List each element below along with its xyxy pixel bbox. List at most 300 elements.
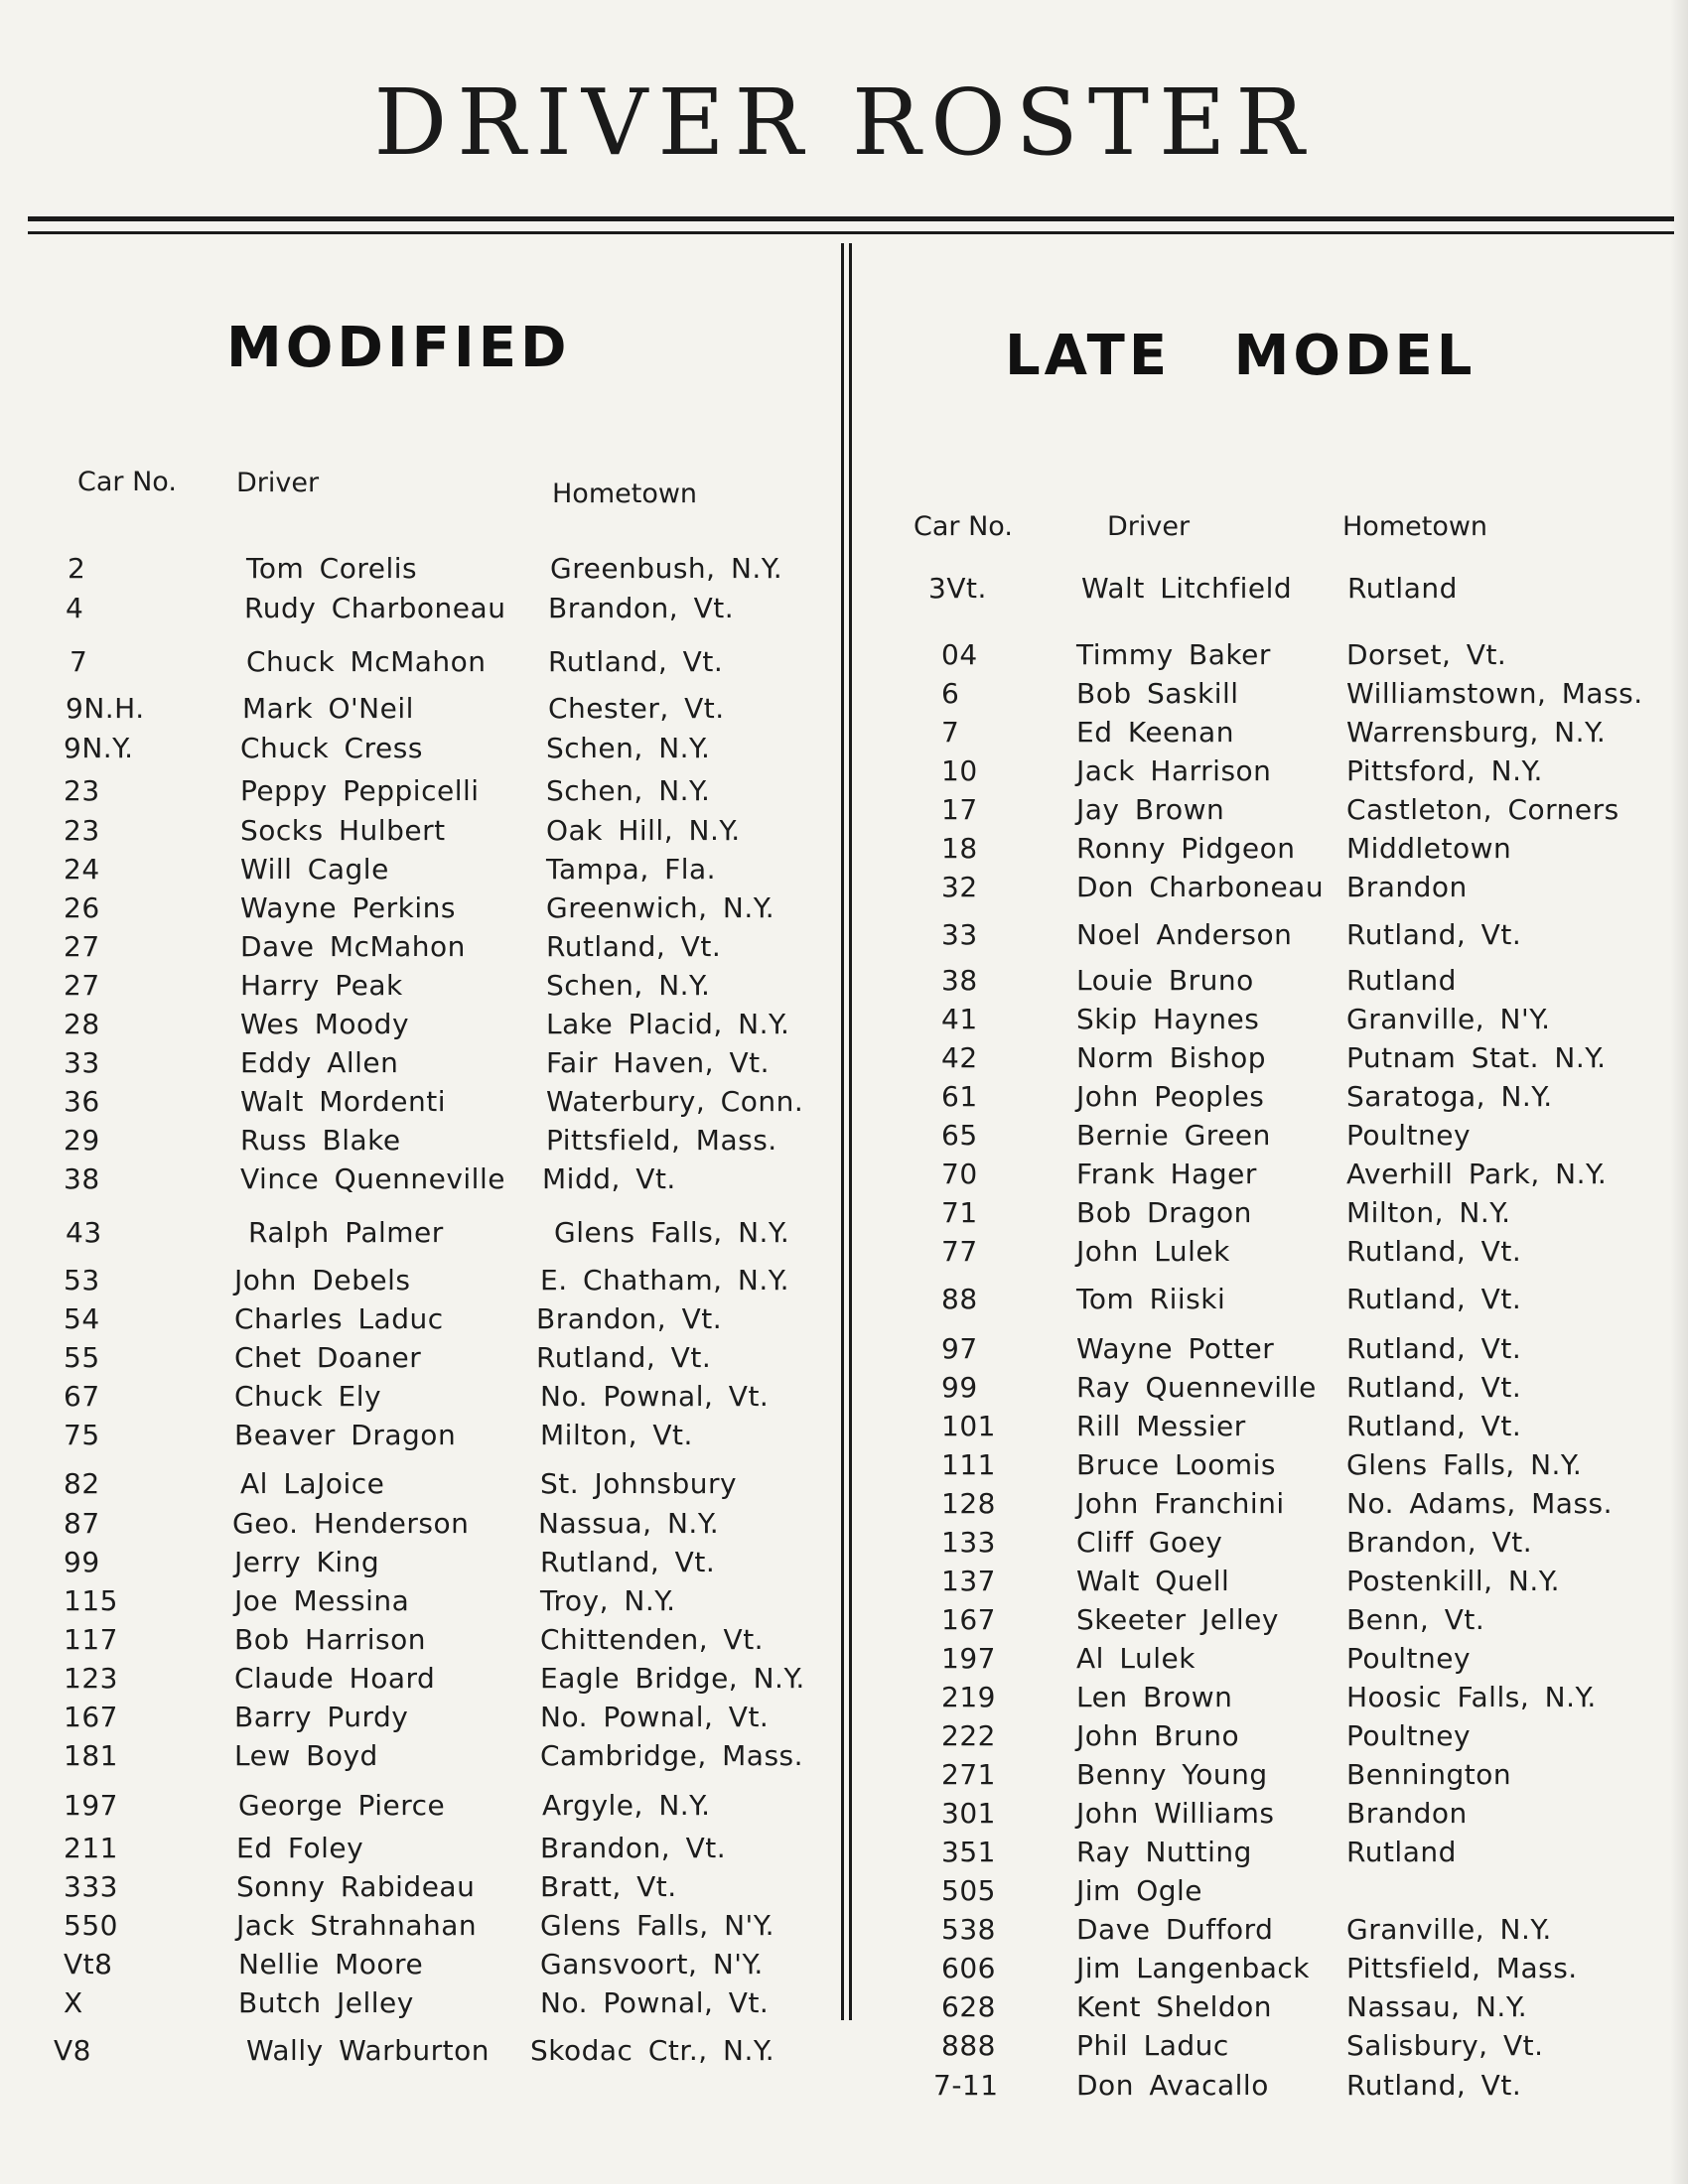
late-model-hometown: Rutland	[1346, 1836, 1457, 1868]
late-model-hometown: No. Adams, Mass.	[1346, 1487, 1614, 1520]
modified-driver-name: Peppy Peppicelli	[240, 774, 480, 807]
late-model-car-number: 301	[941, 1797, 996, 1830]
title-rule-thick	[28, 216, 1674, 221]
modified-driver-name: Rudy Charboneau	[244, 592, 506, 624]
late-model-row	[941, 1487, 1636, 1523]
modified-driver-name: Walt Mordenti	[240, 1085, 447, 1118]
modified-hometown: No. Pownal, Vt.	[540, 1986, 770, 2019]
late-model-row	[941, 871, 1636, 906]
late-model-row	[941, 1410, 1636, 1445]
late-model-hometown: Poultney	[1346, 1642, 1472, 1675]
late-model-driver-name: Benny Young	[1076, 1758, 1268, 1791]
late-model-hometown: Dorset, Vt.	[1346, 638, 1507, 671]
late-model-car-number: 71	[941, 1196, 978, 1229]
late-model-driver-name: Louie Bruno	[1076, 964, 1254, 997]
late-model-hometown: Saratoga, N.Y.	[1346, 1080, 1553, 1113]
modified-driver-name: Vince Quenneville	[240, 1162, 505, 1195]
modified-driver-name: Bob Harrison	[234, 1623, 427, 1656]
modified-car-number: 75	[64, 1419, 100, 1451]
late-model-driver-name: Ronny Pidgeon	[1076, 832, 1296, 865]
modified-hometown: Gansvoort, N'Y.	[540, 1948, 764, 1980]
modified-driver-name: Wes Moody	[240, 1008, 410, 1040]
late-model-car-number: 133	[941, 1526, 996, 1559]
modified-car-number: 82	[64, 1467, 100, 1500]
late-model-hometown: Averhill Park, N.Y.	[1346, 1158, 1608, 1190]
late-model-driver-name: Jim Langenback	[1076, 1952, 1311, 1984]
late-model-hometown: Granville, N.Y.	[1346, 1913, 1552, 1946]
late-model-row	[941, 1990, 1636, 2026]
late-model-hometown: Milton, N.Y.	[1346, 1196, 1511, 1229]
modified-driver-name: Russ Blake	[240, 1124, 401, 1157]
modified-hometown: Chester, Vt.	[548, 692, 725, 725]
late-model-hometown: Brandon	[1346, 1797, 1468, 1830]
late-model-driver-name: Al Lulek	[1076, 1642, 1196, 1675]
modified-car-number: 27	[64, 930, 100, 963]
modified-row	[64, 1124, 777, 1160]
modified-driver-name: Lew Boyd	[234, 1739, 378, 1772]
late-model-car-number: 99	[941, 1371, 978, 1404]
modified-car-number: 9N.Y.	[64, 732, 134, 764]
late-model-row	[941, 1332, 1636, 1368]
late-model-row	[941, 1235, 1636, 1271]
column-divider-right	[849, 243, 852, 2020]
late-model-driver-name: Bob Dragon	[1076, 1196, 1252, 1229]
late-model-header-car: Car No.	[914, 511, 1013, 542]
late-model-row	[941, 1158, 1636, 1193]
late-model-row	[941, 754, 1636, 790]
late-model-hometown: Brandon, Vt.	[1346, 1526, 1533, 1559]
modified-car-number: 115	[64, 1584, 118, 1617]
late-model-driver-name: John Bruno	[1076, 1719, 1240, 1752]
modified-hometown: Cambridge, Mass.	[540, 1739, 804, 1772]
late-model-driver-name: Bernie Green	[1076, 1119, 1271, 1152]
modified-hometown: Tampa, Fla.	[546, 853, 717, 886]
late-model-row	[941, 1196, 1636, 1232]
modified-car-number: 33	[64, 1046, 100, 1079]
late-model-car-number: 42	[941, 1041, 978, 1074]
late-model-row	[941, 1371, 1636, 1407]
late-model-driver-name: Walt Quell	[1076, 1565, 1230, 1597]
modified-car-number: 4	[66, 592, 84, 624]
late-model-driver-name: Jay Brown	[1076, 793, 1225, 826]
modified-driver-name: Wally Warburton	[246, 2034, 491, 2067]
late-model-driver-name: Jim Ogle	[1076, 1874, 1203, 1907]
late-model-car-number: 7-11	[933, 2069, 999, 2102]
late-model-hometown: Rutland, Vt.	[1346, 1235, 1522, 1268]
late-model-car-number: 628	[941, 1990, 996, 2023]
late-model-driver-name: Bob Saskill	[1076, 677, 1239, 710]
late-model-hometown: Rutland, Vt.	[1346, 1283, 1522, 1315]
late-model-driver-name: Tom Riiski	[1076, 1283, 1226, 1315]
modified-car-number: 87	[64, 1507, 100, 1540]
modified-row	[64, 891, 775, 927]
late-model-driver-name: Ed Keenan	[1076, 716, 1234, 749]
late-model-row	[941, 1080, 1636, 1116]
modified-driver-name: Harry Peak	[240, 969, 403, 1002]
late-model-car-number: 97	[941, 1332, 978, 1365]
late-model-hometown: Rutland, Vt.	[1346, 1410, 1522, 1442]
late-model-driver-name: Walt Litchfield	[1081, 572, 1293, 605]
modified-hometown: Schen, N.Y.	[546, 774, 711, 807]
modified-hometown: No. Pownal, Vt.	[540, 1380, 770, 1413]
modified-car-number: 43	[66, 1216, 102, 1249]
modified-driver-name: Wayne Perkins	[240, 891, 456, 924]
modified-car-number: 117	[64, 1623, 118, 1656]
late-model-driver-name: Skeeter Jelley	[1076, 1603, 1279, 1636]
modified-car-number: 55	[64, 1341, 100, 1374]
modified-row	[70, 645, 765, 681]
modified-row	[64, 1380, 770, 1416]
late-model-hometown: Bennington	[1346, 1758, 1512, 1791]
modified-row	[64, 1341, 759, 1377]
modified-driver-name: Charles Laduc	[234, 1302, 444, 1335]
late-model-hometown: Rutland, Vt.	[1346, 918, 1522, 951]
late-model-hometown: Rutland, Vt.	[1346, 1371, 1522, 1404]
late-model-hometown: Putnam Stat. N.Y.	[1346, 1041, 1607, 1074]
late-model-driver-name: Don Charboneau	[1076, 871, 1325, 903]
modified-driver-name: Chet Doaner	[234, 1341, 422, 1374]
late-model-row	[928, 572, 1623, 608]
late-model-driver-name: John Peoples	[1076, 1080, 1265, 1113]
late-model-row	[941, 832, 1636, 868]
modified-row	[64, 1264, 790, 1299]
late-model-car-number: 137	[941, 1565, 996, 1597]
modified-hometown: Chittenden, Vt.	[540, 1623, 765, 1656]
modified-driver-name: Eddy Allen	[240, 1046, 399, 1079]
modified-row	[64, 1662, 805, 1698]
late-model-driver-name: Ray Quenneville	[1076, 1371, 1317, 1404]
late-model-driver-name: Skip Haynes	[1076, 1003, 1260, 1035]
modified-car-number: V8	[54, 2034, 91, 2067]
modified-row	[64, 969, 759, 1005]
late-model-row	[941, 1565, 1636, 1600]
late-model-driver-name: Norm Bishop	[1076, 1041, 1266, 1074]
modified-row	[64, 1584, 759, 1620]
modified-row	[64, 1302, 759, 1338]
page-edge-shadow	[1670, 0, 1688, 2184]
modified-hometown: Greenbush, N.Y.	[550, 552, 783, 585]
modified-row	[64, 814, 759, 850]
modified-driver-name: Tom Corelis	[246, 552, 418, 585]
late-model-row	[941, 1642, 1636, 1678]
late-model-car-number: 606	[941, 1952, 996, 1984]
modified-driver-name: Barry Purdy	[234, 1701, 409, 1733]
modified-car-number: 181	[64, 1739, 118, 1772]
modified-hometown: E. Chatham, N.Y.	[540, 1264, 790, 1297]
modified-driver-name: John Debels	[234, 1264, 411, 1297]
modified-row	[66, 1216, 790, 1252]
modified-row	[64, 1467, 759, 1503]
modified-driver-name: Claude Hoard	[234, 1662, 436, 1695]
modified-driver-name: Will Cagle	[240, 853, 389, 886]
modified-row	[64, 1789, 759, 1825]
late-model-hometown: Williamstown, Mass.	[1346, 677, 1643, 710]
modified-car-number: Vt8	[64, 1948, 113, 1980]
modified-row	[64, 1832, 759, 1867]
modified-driver-name: Ralph Palmer	[248, 1216, 444, 1249]
late-model-row	[941, 1041, 1636, 1077]
modified-hometown: Rutland, Vt.	[546, 930, 722, 963]
late-model-car-number: 33	[941, 918, 978, 951]
late-model-header-driver: Driver	[1107, 511, 1191, 542]
modified-row	[66, 592, 761, 627]
late-model-car-number: 219	[941, 1681, 996, 1713]
late-model-heading: LATE MODEL	[1005, 324, 1477, 388]
late-model-row	[941, 2029, 1636, 2065]
late-model-car-number: 538	[941, 1913, 996, 1946]
late-model-hometown: Rutland, Vt.	[1346, 1332, 1522, 1365]
late-model-car-number: 3Vt.	[928, 572, 987, 605]
modified-hometown: Schen, N.Y.	[546, 969, 711, 1002]
late-model-car-number: 6	[941, 677, 960, 710]
modified-row	[64, 774, 759, 810]
late-model-hometown: Rutland, Vt.	[1346, 2069, 1522, 2102]
late-model-hometown: Granville, N'Y.	[1346, 1003, 1551, 1035]
modified-car-number: 67	[64, 1380, 100, 1413]
modified-car-number: 36	[64, 1085, 100, 1118]
modified-hometown: Eagle Bridge, N.Y.	[540, 1662, 805, 1695]
late-model-hometown: Rutland	[1347, 572, 1458, 605]
late-model-car-number: 70	[941, 1158, 978, 1190]
late-model-car-number: 04	[941, 638, 978, 671]
late-model-driver-name: Jack Harrison	[1076, 754, 1272, 787]
modified-hometown: Milton, Vt.	[540, 1419, 693, 1451]
modified-hometown: Lake Placid, N.Y.	[546, 1008, 790, 1040]
modified-car-number: 27	[64, 969, 100, 1002]
modified-row	[64, 1162, 759, 1198]
modified-hometown: Greenwich, N.Y.	[546, 891, 775, 924]
modified-row	[64, 930, 759, 966]
modified-row	[68, 552, 783, 588]
late-model-row	[941, 964, 1636, 1000]
late-model-car-number: 7	[941, 716, 960, 749]
late-model-hometown: Salisbury, Vt.	[1346, 2029, 1544, 2062]
modified-driver-name: Nellie Moore	[238, 1948, 424, 1980]
late-model-row	[941, 918, 1636, 954]
late-model-car-number: 77	[941, 1235, 978, 1268]
modified-row	[64, 732, 759, 767]
modified-row	[64, 1870, 759, 1906]
late-model-driver-name: John Franchini	[1076, 1487, 1285, 1520]
modified-hometown: Glens Falls, N'Y.	[540, 1909, 775, 1942]
modified-heading: MODIFIED	[226, 316, 571, 380]
late-model-car-number: 18	[941, 832, 978, 865]
late-model-car-number: 38	[941, 964, 978, 997]
modified-row	[64, 1909, 775, 1945]
modified-row	[64, 1507, 759, 1543]
late-model-row	[941, 677, 1643, 713]
modified-driver-name: Ed Foley	[236, 1832, 364, 1864]
modified-hometown: Fair Haven, Vt.	[546, 1046, 770, 1079]
late-model-hometown: Brandon	[1346, 871, 1468, 903]
modified-driver-name: Joe Messina	[234, 1584, 410, 1617]
late-model-row	[941, 638, 1636, 674]
late-model-hometown: Glens Falls, N.Y.	[1346, 1448, 1583, 1481]
modified-driver-name: Chuck Cress	[240, 732, 423, 764]
late-model-car-number: 41	[941, 1003, 978, 1035]
modified-hometown: Troy, N.Y.	[540, 1584, 676, 1617]
modified-car-number: 24	[64, 853, 100, 886]
modified-car-number: 9N.H.	[66, 692, 145, 725]
modified-driver-name: Chuck McMahon	[246, 645, 487, 678]
modified-driver-name: Mark O'Neil	[242, 692, 414, 725]
modified-driver-name: Al LaJoice	[240, 1467, 385, 1500]
modified-row	[64, 853, 759, 888]
late-model-row	[941, 1603, 1636, 1639]
late-model-hometown: Hoosic Falls, N.Y.	[1346, 1681, 1597, 1713]
modified-hometown: Argyle, N.Y.	[542, 1789, 711, 1822]
late-model-row	[941, 1874, 1636, 1910]
late-model-row	[941, 1952, 1636, 1987]
modified-hometown: Rutland, Vt.	[548, 645, 724, 678]
modified-car-number: 26	[64, 891, 100, 924]
modified-driver-name: Beaver Dragon	[234, 1419, 457, 1451]
late-model-driver-name: Wayne Potter	[1076, 1332, 1275, 1365]
title-rule-thin	[28, 231, 1674, 234]
late-model-driver-name: Dave Dufford	[1076, 1913, 1274, 1946]
modified-row	[64, 1085, 804, 1121]
modified-hometown: Brandon, Vt.	[548, 592, 735, 624]
late-model-row	[941, 1119, 1636, 1155]
modified-driver-name: Butch Jelley	[238, 1986, 414, 2019]
late-model-driver-name: John Williams	[1076, 1797, 1275, 1830]
late-model-row	[941, 1758, 1636, 1794]
modified-car-number: 54	[64, 1302, 100, 1335]
late-model-hometown: Rutland	[1346, 964, 1457, 997]
modified-driver-name: Socks Hulbert	[240, 814, 446, 847]
late-model-car-number: 111	[941, 1448, 996, 1481]
late-model-car-number: 101	[941, 1410, 996, 1442]
late-model-hometown: Warrensburg, N.Y.	[1346, 716, 1607, 749]
modified-car-number: X	[64, 1986, 83, 2019]
late-model-driver-name: Don Avacallo	[1076, 2069, 1269, 2102]
modified-row	[54, 2034, 775, 2070]
modified-hometown: Glens Falls, N.Y.	[554, 1216, 790, 1249]
late-model-driver-name: Noel Anderson	[1076, 918, 1293, 951]
modified-car-number: 28	[64, 1008, 100, 1040]
modified-car-number: 167	[64, 1701, 118, 1733]
modified-hometown: Waterbury, Conn.	[546, 1085, 804, 1118]
modified-header-driver: Driver	[236, 468, 320, 498]
late-model-row	[941, 1526, 1636, 1562]
late-model-hometown: Pittsford, N.Y.	[1346, 754, 1543, 787]
late-model-driver-name: Phil Laduc	[1076, 2029, 1229, 2062]
page-title: DRIVER ROSTER	[373, 69, 1315, 176]
late-model-car-number: 10	[941, 754, 978, 787]
late-model-row	[941, 1681, 1636, 1716]
modified-car-number: 333	[64, 1870, 118, 1903]
late-model-driver-name: Len Brown	[1076, 1681, 1233, 1713]
late-model-car-number: 128	[941, 1487, 996, 1520]
late-model-hometown: Poultney	[1346, 1119, 1472, 1152]
late-model-header-hometown: Hometown	[1342, 511, 1488, 542]
late-model-driver-name: Frank Hager	[1076, 1158, 1257, 1190]
late-model-car-number: 17	[941, 793, 978, 826]
modified-row	[64, 1986, 770, 2022]
modified-hometown: Rutland, Vt.	[536, 1341, 712, 1374]
late-model-car-number: 505	[941, 1874, 996, 1907]
modified-car-number: 23	[64, 814, 100, 847]
late-model-car-number: 32	[941, 871, 978, 903]
late-model-driver-name: Cliff Goey	[1076, 1526, 1223, 1559]
modified-car-number: 23	[64, 774, 100, 807]
late-model-hometown: Benn, Vt.	[1346, 1603, 1485, 1636]
modified-hometown: Skodac Ctr., N.Y.	[530, 2034, 775, 2067]
late-model-car-number: 197	[941, 1642, 996, 1675]
modified-row	[64, 1546, 759, 1581]
modified-row	[64, 1623, 765, 1659]
modified-hometown: Midd, Vt.	[542, 1162, 676, 1195]
modified-car-number: 99	[64, 1546, 100, 1578]
late-model-hometown: Postenkill, N.Y.	[1346, 1565, 1561, 1597]
late-model-row	[941, 793, 1636, 829]
late-model-row	[941, 1836, 1636, 1871]
modified-header-hometown: Hometown	[552, 478, 698, 509]
modified-car-number: 2	[68, 552, 86, 585]
modified-driver-name: Chuck Ely	[234, 1380, 382, 1413]
late-model-car-number: 65	[941, 1119, 978, 1152]
late-model-row	[941, 1003, 1636, 1038]
modified-driver-name: Jack Strahnahan	[236, 1909, 478, 1942]
late-model-car-number: 61	[941, 1080, 978, 1113]
late-model-row	[941, 1448, 1636, 1484]
modified-row	[64, 1701, 770, 1736]
late-model-hometown: Poultney	[1346, 1719, 1472, 1752]
modified-hometown: No. Pownal, Vt.	[540, 1701, 770, 1733]
late-model-row	[941, 716, 1636, 751]
modified-row	[64, 1046, 770, 1082]
late-model-driver-name: Bruce Loomis	[1076, 1448, 1276, 1481]
late-model-car-number: 167	[941, 1603, 996, 1636]
late-model-car-number: 222	[941, 1719, 996, 1752]
column-divider-left	[841, 243, 844, 2020]
modified-car-number: 550	[64, 1909, 118, 1942]
late-model-driver-name: Ray Nutting	[1076, 1836, 1252, 1868]
late-model-driver-name: John Lulek	[1076, 1235, 1230, 1268]
late-model-hometown: Castleton, Corners	[1346, 793, 1619, 826]
modified-hometown: St. Johnsbury	[540, 1467, 738, 1500]
modified-hometown: Brandon, Vt.	[536, 1302, 723, 1335]
modified-driver-name: Dave McMahon	[240, 930, 466, 963]
modified-car-number: 7	[70, 645, 88, 678]
late-model-row	[941, 1797, 1636, 1833]
modified-car-number: 211	[64, 1832, 118, 1864]
modified-row	[64, 1948, 764, 1983]
modified-car-number: 53	[64, 1264, 100, 1297]
modified-row	[64, 1739, 804, 1775]
late-model-row	[941, 1913, 1636, 1949]
late-model-car-number: 351	[941, 1836, 996, 1868]
modified-driver-name: Jerry King	[234, 1546, 380, 1578]
late-model-row	[941, 1719, 1636, 1755]
modified-row	[64, 1008, 790, 1043]
late-model-car-number: 888	[941, 2029, 996, 2062]
modified-driver-name: Sonny Rabideau	[236, 1870, 476, 1903]
late-model-driver-name: Kent Sheldon	[1076, 1990, 1272, 2023]
modified-car-number: 38	[64, 1162, 100, 1195]
modified-driver-name: Geo. Henderson	[232, 1507, 470, 1540]
late-model-hometown: Pittsfield, Mass.	[1346, 1952, 1578, 1984]
late-model-driver-name: Rill Messier	[1076, 1410, 1246, 1442]
late-model-row	[933, 2069, 1628, 2105]
modified-car-number: 123	[64, 1662, 118, 1695]
late-model-car-number: 88	[941, 1283, 978, 1315]
modified-car-number: 29	[64, 1124, 100, 1157]
late-model-hometown: Middletown	[1346, 832, 1512, 865]
modified-hometown: Schen, N.Y.	[546, 732, 711, 764]
modified-hometown: Bratt, Vt.	[540, 1870, 677, 1903]
modified-driver-name: George Pierce	[238, 1789, 446, 1822]
